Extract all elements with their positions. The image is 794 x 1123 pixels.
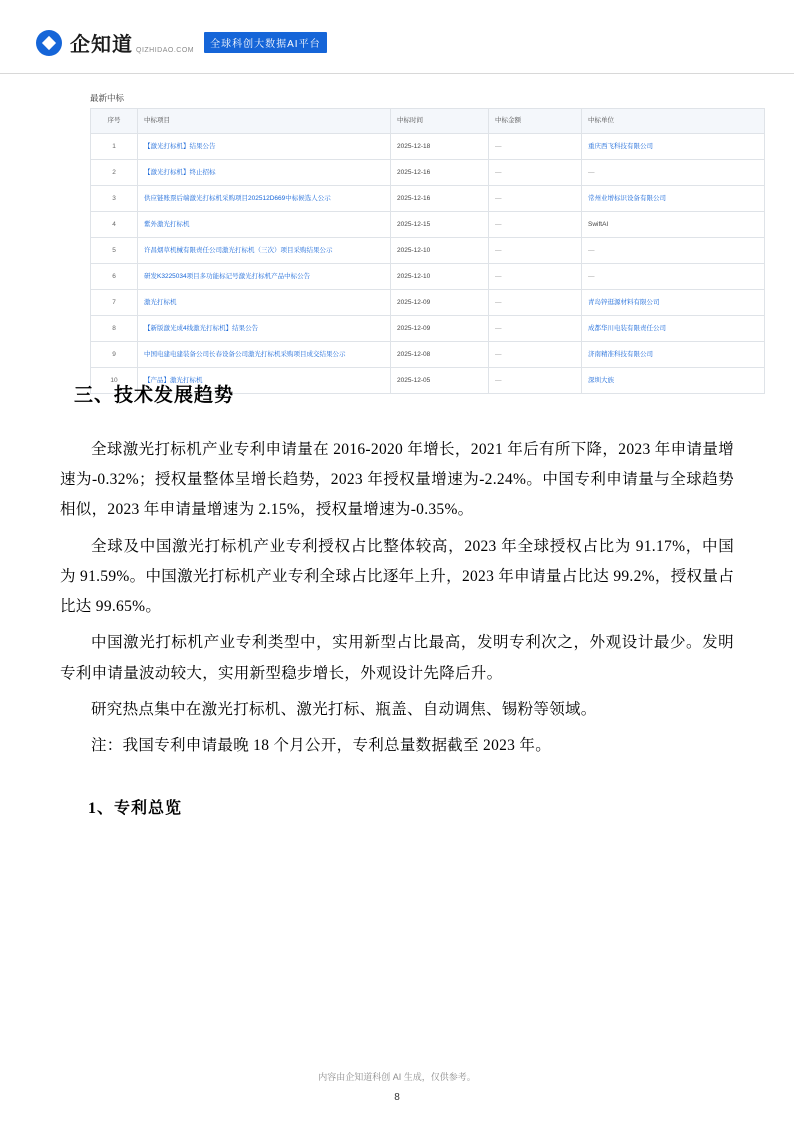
cell-project[interactable]: 【新版激光成4线激光打标机】结果公告	[138, 316, 391, 342]
table-caption: 最新中标	[90, 93, 125, 103]
cell-no: 1	[91, 134, 138, 160]
table-header-row	[91, 109, 765, 134]
cell-project[interactable]: 【产品】激光打标机	[138, 368, 391, 394]
cell-unit[interactable]: 常州业增标识设备有限公司	[582, 186, 765, 212]
cell-no: 8	[91, 316, 138, 342]
column-header-project: 中标项目	[138, 109, 391, 134]
cell-unit: SwiftAI	[582, 212, 765, 238]
table-row	[91, 342, 765, 368]
cell-time: 2025-12-08	[391, 342, 489, 368]
cell-time: 2025-12-18	[391, 134, 489, 160]
cell-project[interactable]: 激光打标机	[138, 290, 391, 316]
cell-time: 2025-12-15	[391, 212, 489, 238]
subsection-heading: 1、专利总览	[88, 800, 183, 818]
cell-amount: —	[489, 186, 582, 212]
paragraph-3: 中国激光打标机产业专利类型中，实用新型占比最高，发明专利次之，外观设计最少。发明专利申请量波动较大，实用新型稳步增长，外观设计先降后升。	[60, 634, 734, 682]
cell-no: 3	[91, 186, 138, 212]
brand-pinyin: QIZHIDAO.COM	[136, 47, 195, 54]
cell-project[interactable]: 【激光打标机】终止招标	[138, 160, 391, 186]
cell-no: 9	[91, 342, 138, 368]
paragraph-2: 全球及中国激光打标机产业专利授权占比整体较高，2023 年全球授权占比为 91.17%，中国为 91.59%。中国激光打标机产业专利全球占比逐年上升，2023 年申请量占比达 99.2%，授权量占比达 99.65%。	[60, 537, 734, 616]
cell-unit[interactable]: 济南精准科技有限公司	[582, 342, 765, 368]
cell-no: 7	[91, 290, 138, 316]
table-row	[91, 238, 765, 264]
diamond-logo-icon	[36, 30, 62, 56]
cell-amount: —	[489, 290, 582, 316]
cell-amount: —	[489, 160, 582, 186]
column-header-time: 中标时间	[391, 109, 489, 134]
page-number: 8	[394, 1092, 400, 1103]
cell-time: 2025-12-05	[391, 368, 489, 394]
cell-amount: —	[489, 316, 582, 342]
cell-no: 6	[91, 264, 138, 290]
cell-no: 4	[91, 212, 138, 238]
cell-unit: —	[582, 264, 765, 290]
cell-amount: —	[489, 212, 582, 238]
cell-project[interactable]: 紫外激光打标机	[138, 212, 391, 238]
cell-time: 2025-12-10	[391, 264, 489, 290]
table-row	[91, 160, 765, 186]
table-row	[91, 316, 765, 342]
brand-tagline: 全球科创大数据AI平台	[204, 32, 326, 53]
cell-amount: —	[489, 264, 582, 290]
cell-unit[interactable]: 深圳大族	[582, 368, 765, 394]
cell-unit[interactable]: 成都华川电装有限责任公司	[582, 316, 765, 342]
section-heading: 三、技术发展趋势	[74, 385, 235, 406]
cell-amount: —	[489, 368, 582, 394]
cell-no: 2	[91, 160, 138, 186]
cell-amount: —	[489, 134, 582, 160]
cell-project[interactable]: 研发K3225034项目多功能标记号激光打标机产品中标公告	[138, 264, 391, 290]
cell-unit: —	[582, 160, 765, 186]
brand-name: 企知道	[70, 34, 133, 56]
cell-amount: —	[489, 238, 582, 264]
cell-unit[interactable]: 重庆西飞科技有限公司	[582, 134, 765, 160]
cell-unit[interactable]: 青岛锌逛源材料有限公司	[582, 290, 765, 316]
cell-project[interactable]: 中国电建电建装备公司长春设备公司激光打标机采购项目成交结果公示	[138, 342, 391, 368]
cell-project[interactable]: 许昌烟草机械有限责任公司激光打标机（三次）项目采购结果公示	[138, 238, 391, 264]
brand-logo[interactable]	[36, 28, 327, 57]
table-row	[91, 290, 765, 316]
cell-time: 2025-12-09	[391, 316, 489, 342]
cell-time: 2025-12-16	[391, 186, 489, 212]
column-header-no: 序号	[91, 109, 138, 134]
cell-time: 2025-12-10	[391, 238, 489, 264]
column-header-unit: 中标单位	[582, 109, 765, 134]
paragraph-1: 全球激光打标机产业专利申请量在 2016-2020 年增长，2021 年后有所下降，2023 年申请量增速为-0.32%；授权量整体呈增长趋势，2023 年授权量增速为-2.24%。中国专利申请量与全球趋势相似，2023 年申请量增速为 2.15%，授权量增速为-0.35%。	[60, 441, 734, 519]
page-header	[0, 0, 794, 74]
paragraph-4: 研究热点集中在激光打标机、激光打标、瓶盖、自动调焦、锡粉等领域。	[91, 700, 597, 718]
cell-project[interactable]: 供应链账票后端激光打标机采购项目202512D669中标候选人公示	[138, 186, 391, 212]
cell-time: 2025-12-09	[391, 290, 489, 316]
table-row	[91, 134, 765, 160]
paragraph-note: 注：我国专利申请最晚 18 个月公开，专利总量数据截至 2023 年。	[91, 736, 552, 754]
table-row	[91, 186, 765, 212]
table-row	[91, 264, 765, 290]
cell-project[interactable]: 【激光打标机】结果公告	[138, 134, 391, 160]
cell-unit: —	[582, 238, 765, 264]
column-header-amount: 中标金额	[489, 109, 582, 134]
cell-time: 2025-12-16	[391, 160, 489, 186]
cell-no: 10	[91, 368, 138, 394]
cell-no: 5	[91, 238, 138, 264]
cell-amount: —	[489, 342, 582, 368]
footer-note: 内容由企知道科创 AI 生成，仅供参考。	[318, 1072, 476, 1082]
table-row	[91, 212, 765, 238]
latest-bids-table	[90, 108, 765, 394]
latest-bids-block	[90, 92, 705, 394]
document-body	[60, 380, 734, 818]
